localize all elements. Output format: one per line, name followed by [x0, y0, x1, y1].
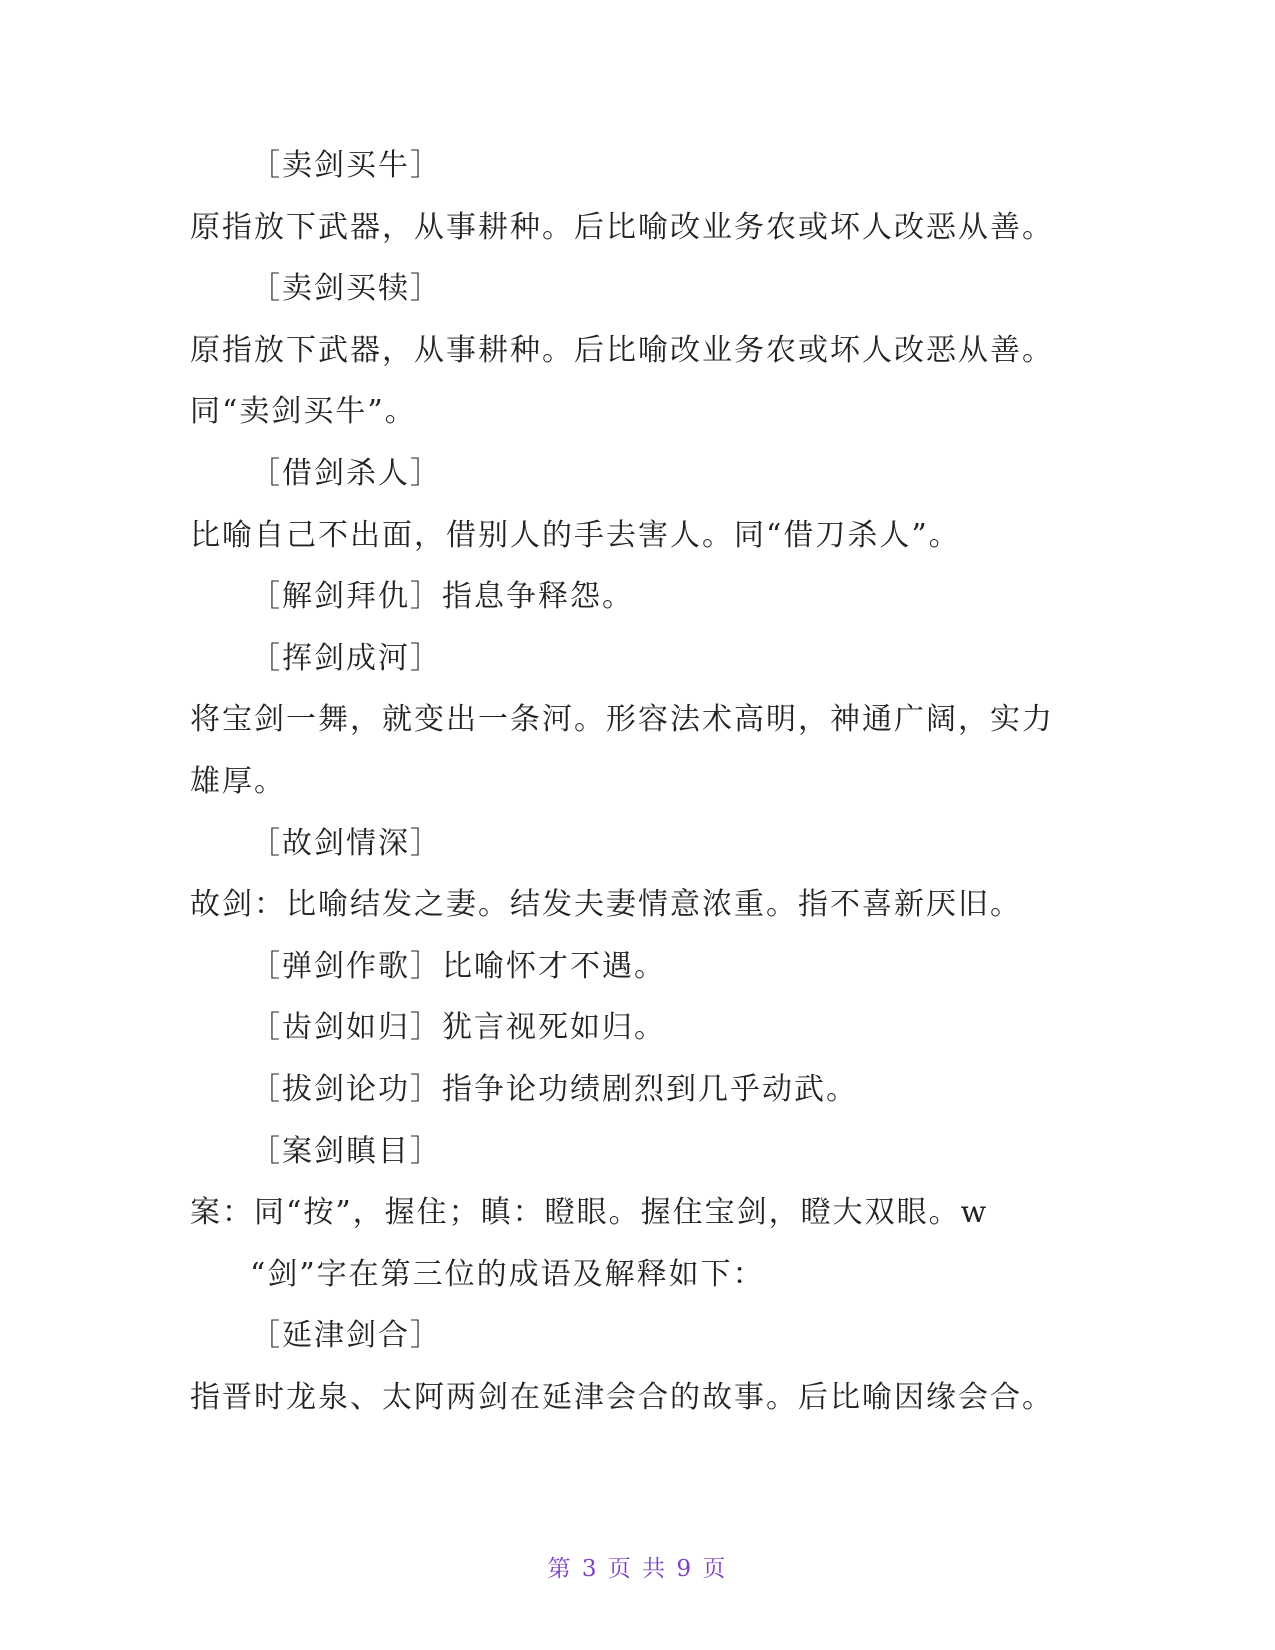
idiom-explanation: 雄厚。: [190, 764, 286, 799]
idiom-heading: ［故剑情深］: [250, 826, 442, 861]
idiom-entry: ［拔剑论功］指争论功绩剧烈到几乎动武。: [250, 1072, 858, 1107]
idiom-heading: ［卖剑买犊］: [250, 271, 442, 306]
idiom-explanation: 原指放下武器，从事耕种。后比喻改业务农或坏人改恶从善。: [190, 210, 1054, 245]
page-number-footer: 第 3 页 共 9 页: [547, 1556, 728, 1582]
idiom-heading: ［借剑杀人］: [250, 456, 442, 491]
idiom-entry: ［解剑拜仇］指息争释怨。: [250, 579, 634, 614]
idiom-explanation: 原指放下武器，从事耕种。后比喻改业务农或坏人改恶从善。: [190, 333, 1054, 368]
idiom-heading: ［卖剑买牛］: [250, 148, 442, 183]
idiom-heading: ［挥剑成河］: [250, 641, 442, 676]
idiom-heading: ［案剑瞋目］: [250, 1134, 442, 1169]
idiom-entry: ［齿剑如归］犹言视死如归。: [250, 1010, 666, 1045]
idiom-heading: ［延津剑合］: [250, 1318, 442, 1353]
idiom-explanation: 同“卖剑买牛”。: [190, 394, 417, 429]
section-intro: “剑”字在第三位的成语及解释如下：: [250, 1257, 765, 1292]
idiom-explanation: 故剑：比喻结发之妻。结发夫妻情意浓重。指不喜新厌旧。: [190, 887, 1022, 922]
idiom-explanation: 将宝剑一舞，就变出一条河。形容法术高明，神通广阔，实力: [190, 702, 1054, 737]
idiom-explanation: 案：同“按”，握住；瞋：瞪眼。握住宝剑，瞪大双眼。w: [190, 1195, 989, 1230]
idiom-explanation: 指晋时龙泉、太阿两剑在延津会合的故事。后比喻因缘会合。: [190, 1380, 1054, 1415]
idiom-entry: ［弹剑作歌］比喻怀才不遇。: [250, 949, 666, 984]
idiom-explanation: 比喻自己不出面，借别人的手去害人。同“借刀杀人”。: [190, 518, 961, 553]
